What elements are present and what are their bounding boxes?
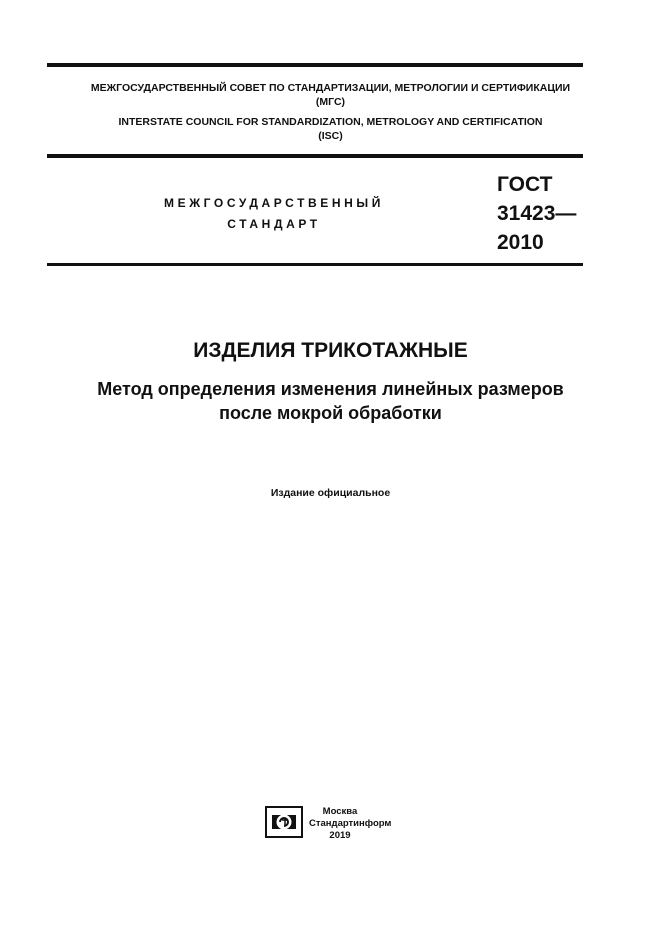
standard-type-line2: СТАНДАРТ bbox=[227, 217, 321, 231]
council-ru-line1: МЕЖГОСУДАРСТВЕННЫЙ СОВЕТ ПО СТАНДАРТИЗАЦИИ, МЕТРОЛОГИИ И СЕРТИФИКАЦИИ bbox=[90, 82, 571, 94]
gost-line1: ГОСТ bbox=[497, 173, 553, 196]
standartinform-logo-icon bbox=[265, 806, 303, 838]
standard-type bbox=[150, 193, 398, 235]
standard-type-line1: МЕЖГОСУДАРСТВЕННЫЙ bbox=[164, 196, 384, 210]
gost-designation bbox=[497, 170, 576, 257]
document-subtitle bbox=[0, 377, 661, 425]
council-name-en bbox=[0, 115, 661, 143]
council-name-ru bbox=[0, 81, 661, 109]
designation-bottom-rule bbox=[47, 263, 583, 266]
council-ru-line2: (МГС) bbox=[315, 96, 346, 108]
council-en-line1: INTERSTATE COUNCIL FOR STANDARDIZATION, METROLOGY AND CERTIFICATION bbox=[118, 116, 543, 128]
header-bottom-rule bbox=[47, 154, 583, 158]
publisher-name: Стандартинформ bbox=[309, 818, 392, 829]
top-thick-rule bbox=[47, 63, 583, 67]
council-en-line2: (ISC) bbox=[318, 130, 343, 142]
publisher-info bbox=[309, 806, 392, 842]
subtitle-line1: Метод определения изменения линейных размеров bbox=[97, 379, 564, 399]
publisher-city: Москва bbox=[322, 806, 358, 817]
document-title: ИЗДЕЛИЯ ТРИКОТАЖНЫЕ bbox=[193, 339, 468, 362]
gost-line3: 2010 bbox=[497, 231, 544, 254]
publication-year: 2019 bbox=[329, 830, 351, 841]
gost-line2: 31423— bbox=[497, 202, 577, 225]
edition-label: Издание официальное bbox=[270, 487, 391, 499]
subtitle-line2: после мокрой обработки bbox=[219, 403, 442, 423]
